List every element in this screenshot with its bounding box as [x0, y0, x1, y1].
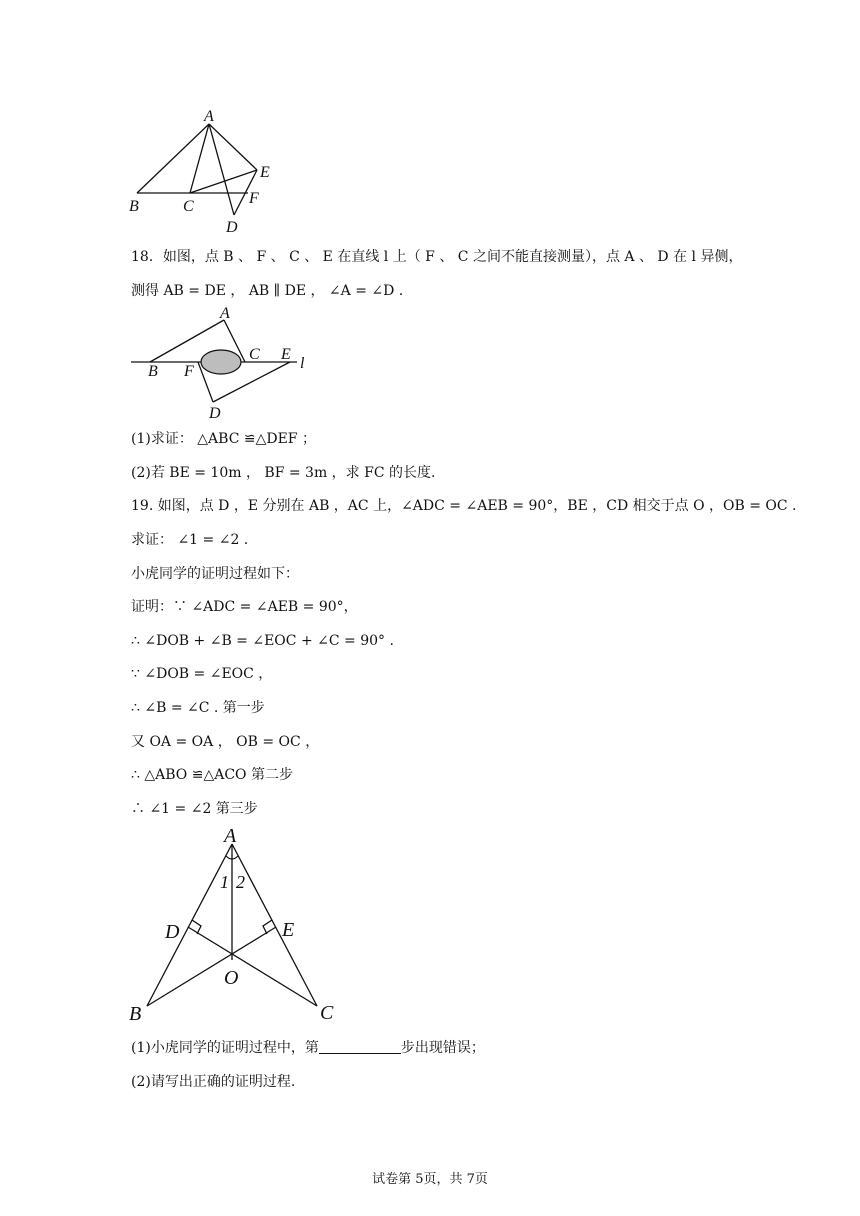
label-2: 2 — [236, 872, 245, 892]
q19-part1-before: (1)小虎同学的证明过程中，第 — [131, 1040, 319, 1056]
label-F: F — [249, 190, 259, 207]
q19-proof3: ∵ ∠DOB = ∠EOC ， — [131, 666, 273, 682]
label-O: O — [224, 967, 239, 989]
segment-AB — [147, 844, 232, 1006]
figure-q18 — [0, 300, 860, 425]
q19-line1: 19. 如图，点 D ，E 分别在 AB ，AC 上，∠ADC = ∠AEB = 90°，BE ，CD 相交于点 O ，OB = OC . — [131, 498, 797, 514]
q19-proof4: ∴ ∠B = ∠C . 第一步 — [131, 700, 265, 716]
label-1: 1 — [220, 872, 229, 892]
label-F: F — [184, 363, 194, 380]
q19-proof5: 又 OA = OA ， OB = OC ， — [131, 734, 320, 750]
label-E: E — [282, 919, 295, 941]
q18-line2: 测得 AB = DE ， AB ∥ DE ， ∠A = ∠D . — [131, 283, 404, 299]
q18-part1: (1)求证： △ABC ≌△DEF ； — [131, 431, 316, 447]
figure-q19 — [0, 820, 860, 1030]
q19-part1 — [131, 1039, 485, 1057]
label-B: B — [148, 363, 158, 380]
page-footer: 试卷第 5页，共 7页 — [372, 1172, 488, 1187]
label-A: A — [204, 108, 214, 125]
obstacle-ellipse — [201, 350, 241, 374]
q19-proof2: ∴ ∠DOB + ∠B = ∠EOC + ∠C = 90° . — [131, 633, 394, 649]
q19-line3: 小虎同学的证明过程如下： — [131, 566, 299, 582]
q19-proof7: ∴ ∠1 = ∠2 第三步 — [131, 801, 258, 817]
figure-q17 — [0, 0, 860, 240]
answer-blank[interactable] — [319, 1039, 401, 1054]
label-l: l — [300, 355, 305, 372]
q19-proof1: 证明：∵ ∠ADC = ∠AEB = 90°， — [131, 599, 358, 615]
label-D: D — [226, 219, 238, 236]
label-D: D — [165, 921, 180, 943]
q19-proof6: ∴ △ABO ≌△ACO 第二步 — [131, 767, 293, 783]
segment-AC — [190, 124, 209, 193]
label-A: A — [220, 305, 230, 322]
label-A: A — [224, 825, 237, 847]
label-C: C — [183, 198, 194, 215]
segment-CD — [188, 927, 317, 1006]
q19-part1-after: 步出现错误； — [400, 1040, 485, 1056]
label-E: E — [260, 164, 270, 181]
q19-part2: (2)请写出正确的证明过程. — [131, 1074, 296, 1090]
q18-part2: (2)若 BE = 10m ， BF = 3m ，求 FC 的长度. — [131, 465, 436, 481]
segment-AE — [209, 124, 257, 170]
label-B: B — [129, 198, 139, 215]
label-D: D — [209, 405, 221, 422]
segment-AB — [137, 124, 209, 193]
segment-AD — [209, 124, 234, 215]
label-C: C — [320, 1002, 334, 1024]
segment-AC — [232, 844, 317, 1006]
label-B: B — [129, 1003, 142, 1025]
q19-line2: 求证： ∠1 = ∠2 . — [131, 532, 249, 548]
q18-line1: 18．如图，点 B 、 F 、 C 、 E 在直线 l 上（ F 、 C 之间不能直接测量），点 A 、 D 在 l 异侧， — [131, 249, 743, 265]
label-C: C — [249, 346, 260, 363]
label-E: E — [281, 346, 291, 363]
